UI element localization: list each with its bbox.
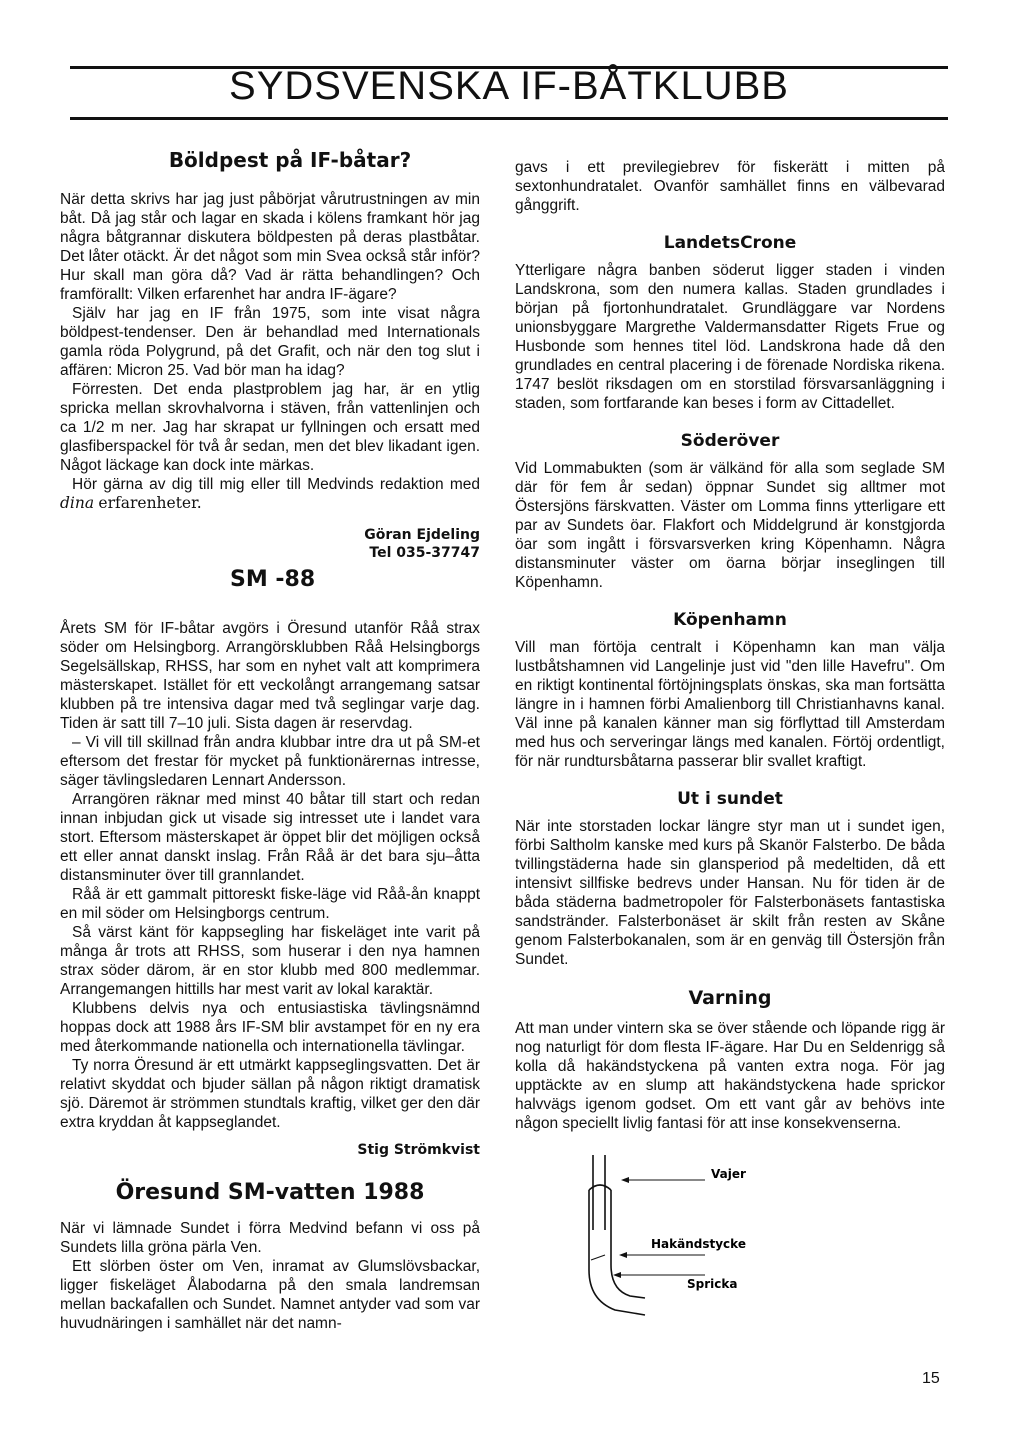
article-title: SM -88	[230, 567, 316, 592]
section-paragraph: När inte storstaden lockar längre styr man ut i sundet igen, förbi Saltholm kanske med kurs på Skanör Falsterbo. De båda tvillingstäderna hade sin glansperiod på medeltiden, då ett intensivt sillfiske bedrevs under Hansan. Nu för tiden är de båda städerna badmetropoler för Falsterbonäsets fantastiska sandstränder. Falsterbonäset är skilt från resten av Skåne genom Falsterbokanalen, som är en genväg till Östersjön från Sundet.	[515, 818, 945, 968]
fitting-outline	[611, 1190, 645, 1298]
article-paragraph: Ty norra Öresund är ett utmärkt kappseglingsvatten. Det är relativt skyddat och bjuder sällan på någon riktigt dramatisk sjö. Däremot är strömmen stundtals kraftig, vilket ger den där extra kryddan åt kappseglandet.	[60, 1057, 480, 1131]
article-paragraph: När vi lämnade Sundet i förra Medvind befann vi oss på Sundets lilla gröna pärla Ven.	[60, 1220, 480, 1256]
byline-block	[60, 527, 480, 607]
section-heading: LandetsCrone	[663, 233, 797, 253]
article-paragraph: Förresten. Det enda plastproblem jag har, är en ytlig spricka mellan skrovhalvorna i stäven, från vattenlinjen och ca 1/2 m ner. Jag har skrapat ur fyllningen och ersatt med glasfiberspackel för två år sedan, men det blev likadant igen. Något läckage kan dock inte märkas.	[60, 381, 480, 474]
left-column	[60, 148, 480, 1333]
article-paragraph: Själv har jag en IF från 1975, som inte visat några böldpest-tendenser. Den är behandlad med Internationals gamla röda Polygrund, på det Grafit, och när den tog slut i affären: Micron 25. Vad bör man ha idag?	[60, 305, 480, 379]
section-heading: Köpenhamn	[673, 610, 787, 630]
section-heading: Ut i sundet	[677, 789, 783, 809]
article-paragraph	[60, 475, 480, 513]
author-phone: Tel 035-37747	[369, 545, 480, 561]
author-name: Göran Ejdeling	[364, 527, 480, 543]
arrow-head	[619, 1252, 627, 1258]
section-paragraph: Att man under vintern ska se över stående och löpande rigg är nog naturligt för dom flesta IF-ägare. Har Du en Seldenrigg så kolla då hakändstyckena på vanten extra noga. För jag upptäckte av en slump att hakändstyckena hade sprickor halvvägs igenom godset. Om ett vant går av behövs inte någon speciellt livlig fantasi för att inse konsekvenserna.	[515, 1020, 945, 1132]
section-paragraph: Vill man förtöja centralt i Köpenhamn kan man välja lustbåtshamnen vid Langelinje just vid "den lille Havefru". Om en riktigt kontinental förtöjningsplats önskas, ska man fortsätta längre in i hamnen förbi Amalienborg till Christianhavns kanal. Väl inne på kanalen känner man sig förflyttad till Amsterdam med hus och serveringar längs med kanalen. Förtöj ordentligt, för när rundtursbåtarna passerar blir svallet kraftigt.	[515, 639, 945, 770]
masthead-title: SYDSVENSKA IF-BÅTKLUBB	[229, 64, 789, 108]
page-number: 15	[922, 1370, 940, 1387]
masthead-bottom-rule	[70, 117, 948, 120]
section-heading: Varning	[688, 987, 772, 1009]
article-paragraph: Ett slörben öster om Ven, inramat av Glumslövsbackar, ligger fiskeläget Ålabodarna på den smala landremsan mellan backafallen och Sundet. Namnet antyder vad som var huvudnäringen i samhället när det namn-	[60, 1258, 480, 1332]
article-paragraph: Så värst känt för kappsegling har fiskeläget inte varit på många år trots att RHSS, som huserar i den nya hamnen strax söder därom, är en stor klubb med 800 medlemmar. Arrangemangen hittills har mest varit av lokal karaktär.	[60, 924, 480, 998]
article-paragraph: När detta skrivs har jag just påbörjat vårutrustningen av min båt. Då jag står och lagar en skada i kölens framkant hör jag några båtgrannar diskutera böldpesten på deras plastbåtar. Det låter otäckt. Är det något som min Svea också står inför? Hur skall man göra då? Vad är rätta behandlingen? Och framförallt: Vilken erfarenhet har andra IF-ägare?	[60, 191, 480, 303]
author-name: Stig Strömkvist	[357, 1142, 480, 1158]
section-paragraph: Vid Lommabukten (som är välkänd för alla som seglade SM där för fem år sedan) öppnar Sundet sig alltmer mot Östersjöns färskvatten. Väster om Lomma finns ytterligare ett par av Sundets öar. Flakfort och Middelgrund är konstgjorda öar som ingått i försvarsverken kring Köpenhamn. Några distansminuter väster om öarna börjar inseglingen till Köpenhamn.	[515, 460, 945, 591]
rigging-diagram	[575, 1150, 805, 1360]
crack-line	[591, 1255, 605, 1260]
article-text: erfarenheter.	[98, 494, 202, 512]
section-paragraph: Ytterligare några banben söderut ligger staden i vinden Landskrona, som den numera kallas. Staden grundlades i början på fjortonhundratalet. Grundläggare var Nordens unionsbyggare Margrethe Valdermansdatter Rigets Frue og Husbonde som hennes titel löd. Landskrona hade då den grundlades en central placering i de förenade Nordiska rikena. 1747 beslöt riksdagen om en storstilad försvarsanläggning i staden, som fortfarande kan beses i form av Cittadellet.	[515, 262, 945, 412]
arrow-head	[613, 1272, 621, 1278]
right-column	[515, 158, 945, 1133]
diagram-label: Vajer	[711, 1167, 746, 1181]
article-title: Öresund SM-vatten 1988	[115, 1180, 425, 1205]
article-paragraph: Råå är ett gammalt pittoreskt fiske-läge vid Råå-ån knappt en mil söder om Helsingborgs centrum.	[60, 886, 480, 922]
article-paragraph: gavs i ett previlegiebrev för fiskerätt i mitten på sextonhundratalet. Ovanför samhället finns en välbevarad gånggrift.	[515, 159, 945, 214]
article-paragraph: Årets SM för IF-båtar avgörs i Öresund utanför Råå strax söder om Helsingborg. Arrangörsklubben Råå Helsingborgs Segelsällskap, RHSS, har som en nyhet valt att komprimera mästerskapet. Istället för ett veckolångt arrangemang satsar klubben på tre intensiva dagar med två seglingar varje dag. Tiden är satt till 7–10 juli. Sista dagen är reservdag.	[60, 620, 480, 732]
article-paragraph: – Vi vill till skillnad från andra klubbar intre dra ut på SM-et eftersom det frestar för mycket på funktionärernas intresse, säger tävlingsledaren Lennart Andersson.	[60, 734, 480, 789]
diagram-label: Spricka	[687, 1277, 738, 1291]
section-heading: Söderöver	[680, 431, 780, 451]
diagram-label: Hakändstycke	[651, 1237, 746, 1251]
article-paragraph: Arrangören räknar med minst 40 båtar till start och redan innan inbjudan gick ut visade sig intresset ute i landet vara stort. Eftersom mästerskapet är öppet blir det möjligen också ett eller annat danskt inslag. Från Råå är det bara sju–åtta distansminuter över till grannlandet.	[60, 791, 480, 884]
article-emphasis: dina	[60, 494, 95, 512]
article-title: Böldpest på IF-båtar?	[168, 148, 412, 172]
article-paragraph: Klubbens delvis nya och entusiastiska tävlingsnämnd hoppas dock att 1988 års IF-SM blir avstampet för en ny era med återkommande nationella och internationella tävlingar.	[60, 1000, 480, 1055]
arrow-head	[621, 1177, 629, 1183]
article-text: Hör gärna av dig till mig eller till Medvinds redaktion med	[72, 476, 480, 493]
